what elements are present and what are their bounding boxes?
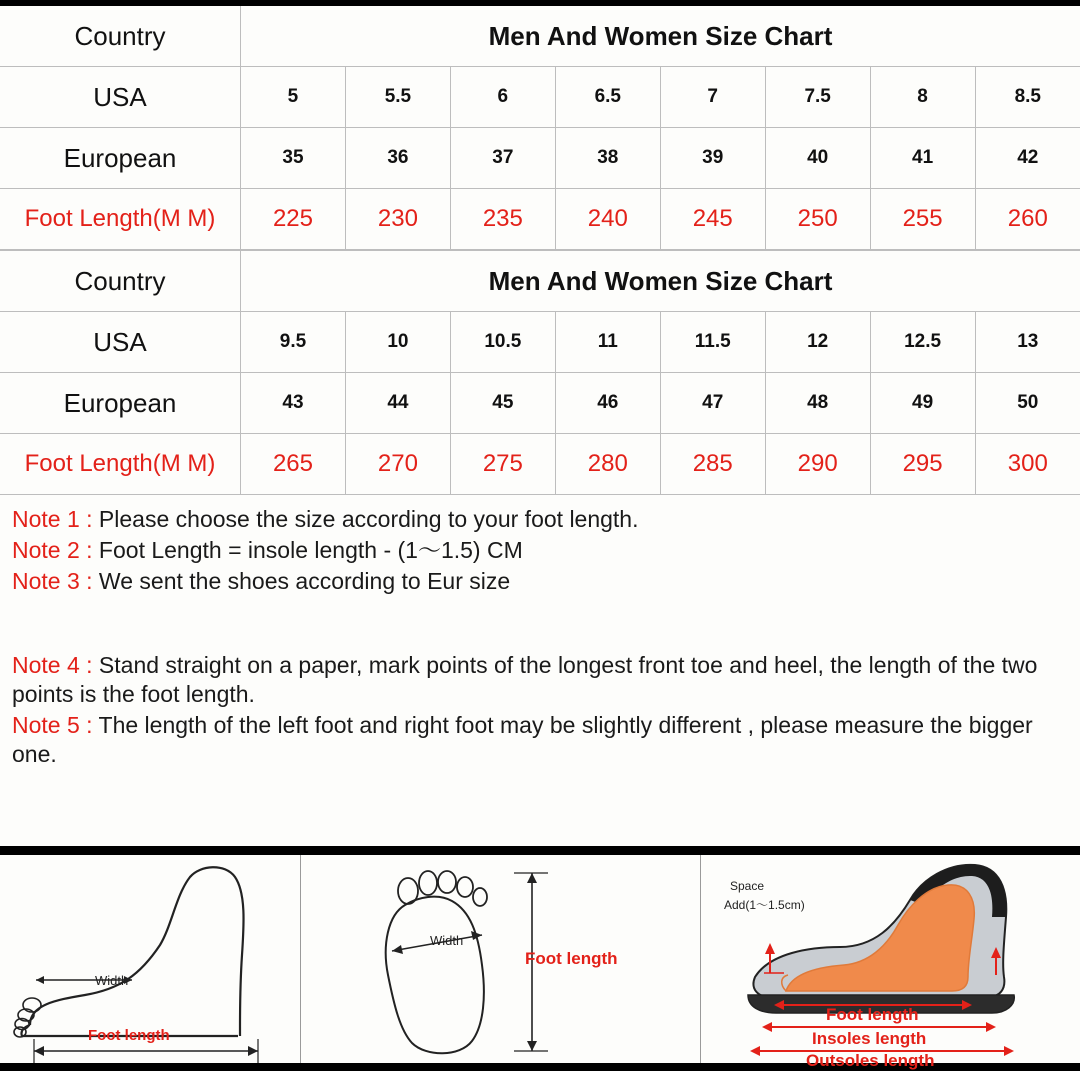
cell-usa: 8 [870,67,975,128]
cell-foot-length: 285 [660,434,765,495]
cell-foot-length: 260 [975,189,1080,250]
table-row [0,373,1080,434]
notes-spacer [12,599,1068,651]
panel3-outsoles-length-label: Outsoles length [806,1051,934,1071]
row-label-european: European [0,373,241,434]
row-label-foot-length: Foot Length(M M) [0,434,241,495]
cell-usa: 5.5 [345,67,450,128]
cell-european: 49 [870,373,975,434]
note-4-text: Stand straight on a paper, mark points of the longest front toe and heel, the length of the two points is the foot length. [12,652,1037,707]
cell-foot-length: 290 [765,434,870,495]
table-title: Men And Women Size Chart [241,6,1080,67]
cell-usa: 12.5 [870,312,975,373]
cell-foot-length: 300 [975,434,1080,495]
cell-european: 42 [975,128,1080,189]
cell-foot-length: 245 [660,189,765,250]
table-row [0,251,1080,312]
cell-usa: 5 [241,67,346,128]
cell-foot-length: 225 [241,189,346,250]
table-row [0,434,1080,495]
note-2-label: Note 2 : [12,537,93,563]
cell-european: 43 [241,373,346,434]
cell-usa: 6.5 [555,67,660,128]
cell-usa: 13 [975,312,1080,373]
chart-sheet [0,6,1080,846]
cell-foot-length: 280 [555,434,660,495]
cell-usa: 8.5 [975,67,1080,128]
table-row [0,189,1080,250]
cell-european: 46 [555,373,660,434]
cell-usa: 11.5 [660,312,765,373]
cell-european: 45 [450,373,555,434]
cell-european: 41 [870,128,975,189]
row-label-usa: USA [0,312,241,373]
cell-european: 44 [345,373,450,434]
row-label-european: European [0,128,241,189]
note-3-label: Note 3 : [12,568,93,594]
panel1-width-label: Width [95,973,128,988]
cell-european: 35 [241,128,346,189]
note-5-text: The length of the left foot and right foot may be slightly different , please measure the bigger one. [12,712,1033,767]
note-2-text: Foot Length = insole length - (1～1.5) CM [93,537,523,563]
size-table-2 [0,250,1080,495]
panel3-space-add-label: Add(1～1.5cm) [724,896,805,913]
note-4 [12,651,1068,709]
table-row [0,6,1080,67]
panel2-width-label: Width [430,933,463,948]
cell-foot-length: 295 [870,434,975,495]
footprint-top-view-illustration [300,855,700,1063]
table-row [0,67,1080,128]
cell-foot-length: 235 [450,189,555,250]
note-1-label: Note 1 : [12,506,93,532]
cell-foot-length: 275 [450,434,555,495]
cell-usa: 11 [555,312,660,373]
cell-usa: 6 [450,67,555,128]
table-row [0,128,1080,189]
cell-european: 48 [765,373,870,434]
cell-usa: 7 [660,67,765,128]
note-4-label: Note 4 : [12,652,93,678]
cell-foot-length: 270 [345,434,450,495]
panel3-insoles-length-label: Insoles length [812,1029,926,1049]
cell-european: 38 [555,128,660,189]
cell-foot-length: 240 [555,189,660,250]
note-1-text: Please choose the size according to your foot length. [93,506,639,532]
note-2 [12,536,1068,565]
notes-section [0,495,1080,769]
note-5-label: Note 5 : [12,712,93,738]
cell-foot-length: 255 [870,189,975,250]
cell-usa: 7.5 [765,67,870,128]
row-label-country: Country [0,6,241,67]
size-table-1 [0,6,1080,250]
row-label-country: Country [0,251,241,312]
cell-usa: 10.5 [450,312,555,373]
row-label-foot-length: Foot Length(M M) [0,189,241,250]
table-title: Men And Women Size Chart [241,251,1080,312]
cell-usa: 12 [765,312,870,373]
note-3-text: We sent the shoes according to Eur size [93,568,511,594]
table-row [0,312,1080,373]
cell-foot-length: 250 [765,189,870,250]
cell-european: 36 [345,128,450,189]
cell-european: 39 [660,128,765,189]
panel3-space-label: Space [730,879,764,893]
cell-european: 50 [975,373,1080,434]
cell-usa: 9.5 [241,312,346,373]
cell-foot-length: 265 [241,434,346,495]
panel1-foot-length-label: Foot length [88,1027,170,1044]
note-5 [12,711,1068,769]
note-1 [12,505,1068,534]
cell-usa: 10 [345,312,450,373]
note-3 [12,567,1068,596]
cell-foot-length: 230 [345,189,450,250]
cell-european: 40 [765,128,870,189]
panel3-foot-length-label: Foot length [826,1005,919,1025]
cell-european: 37 [450,128,555,189]
illustration-strip [0,854,1080,1063]
cell-european: 47 [660,373,765,434]
row-label-usa: USA [0,67,241,128]
panel2-foot-length-label: Foot length [525,949,618,969]
